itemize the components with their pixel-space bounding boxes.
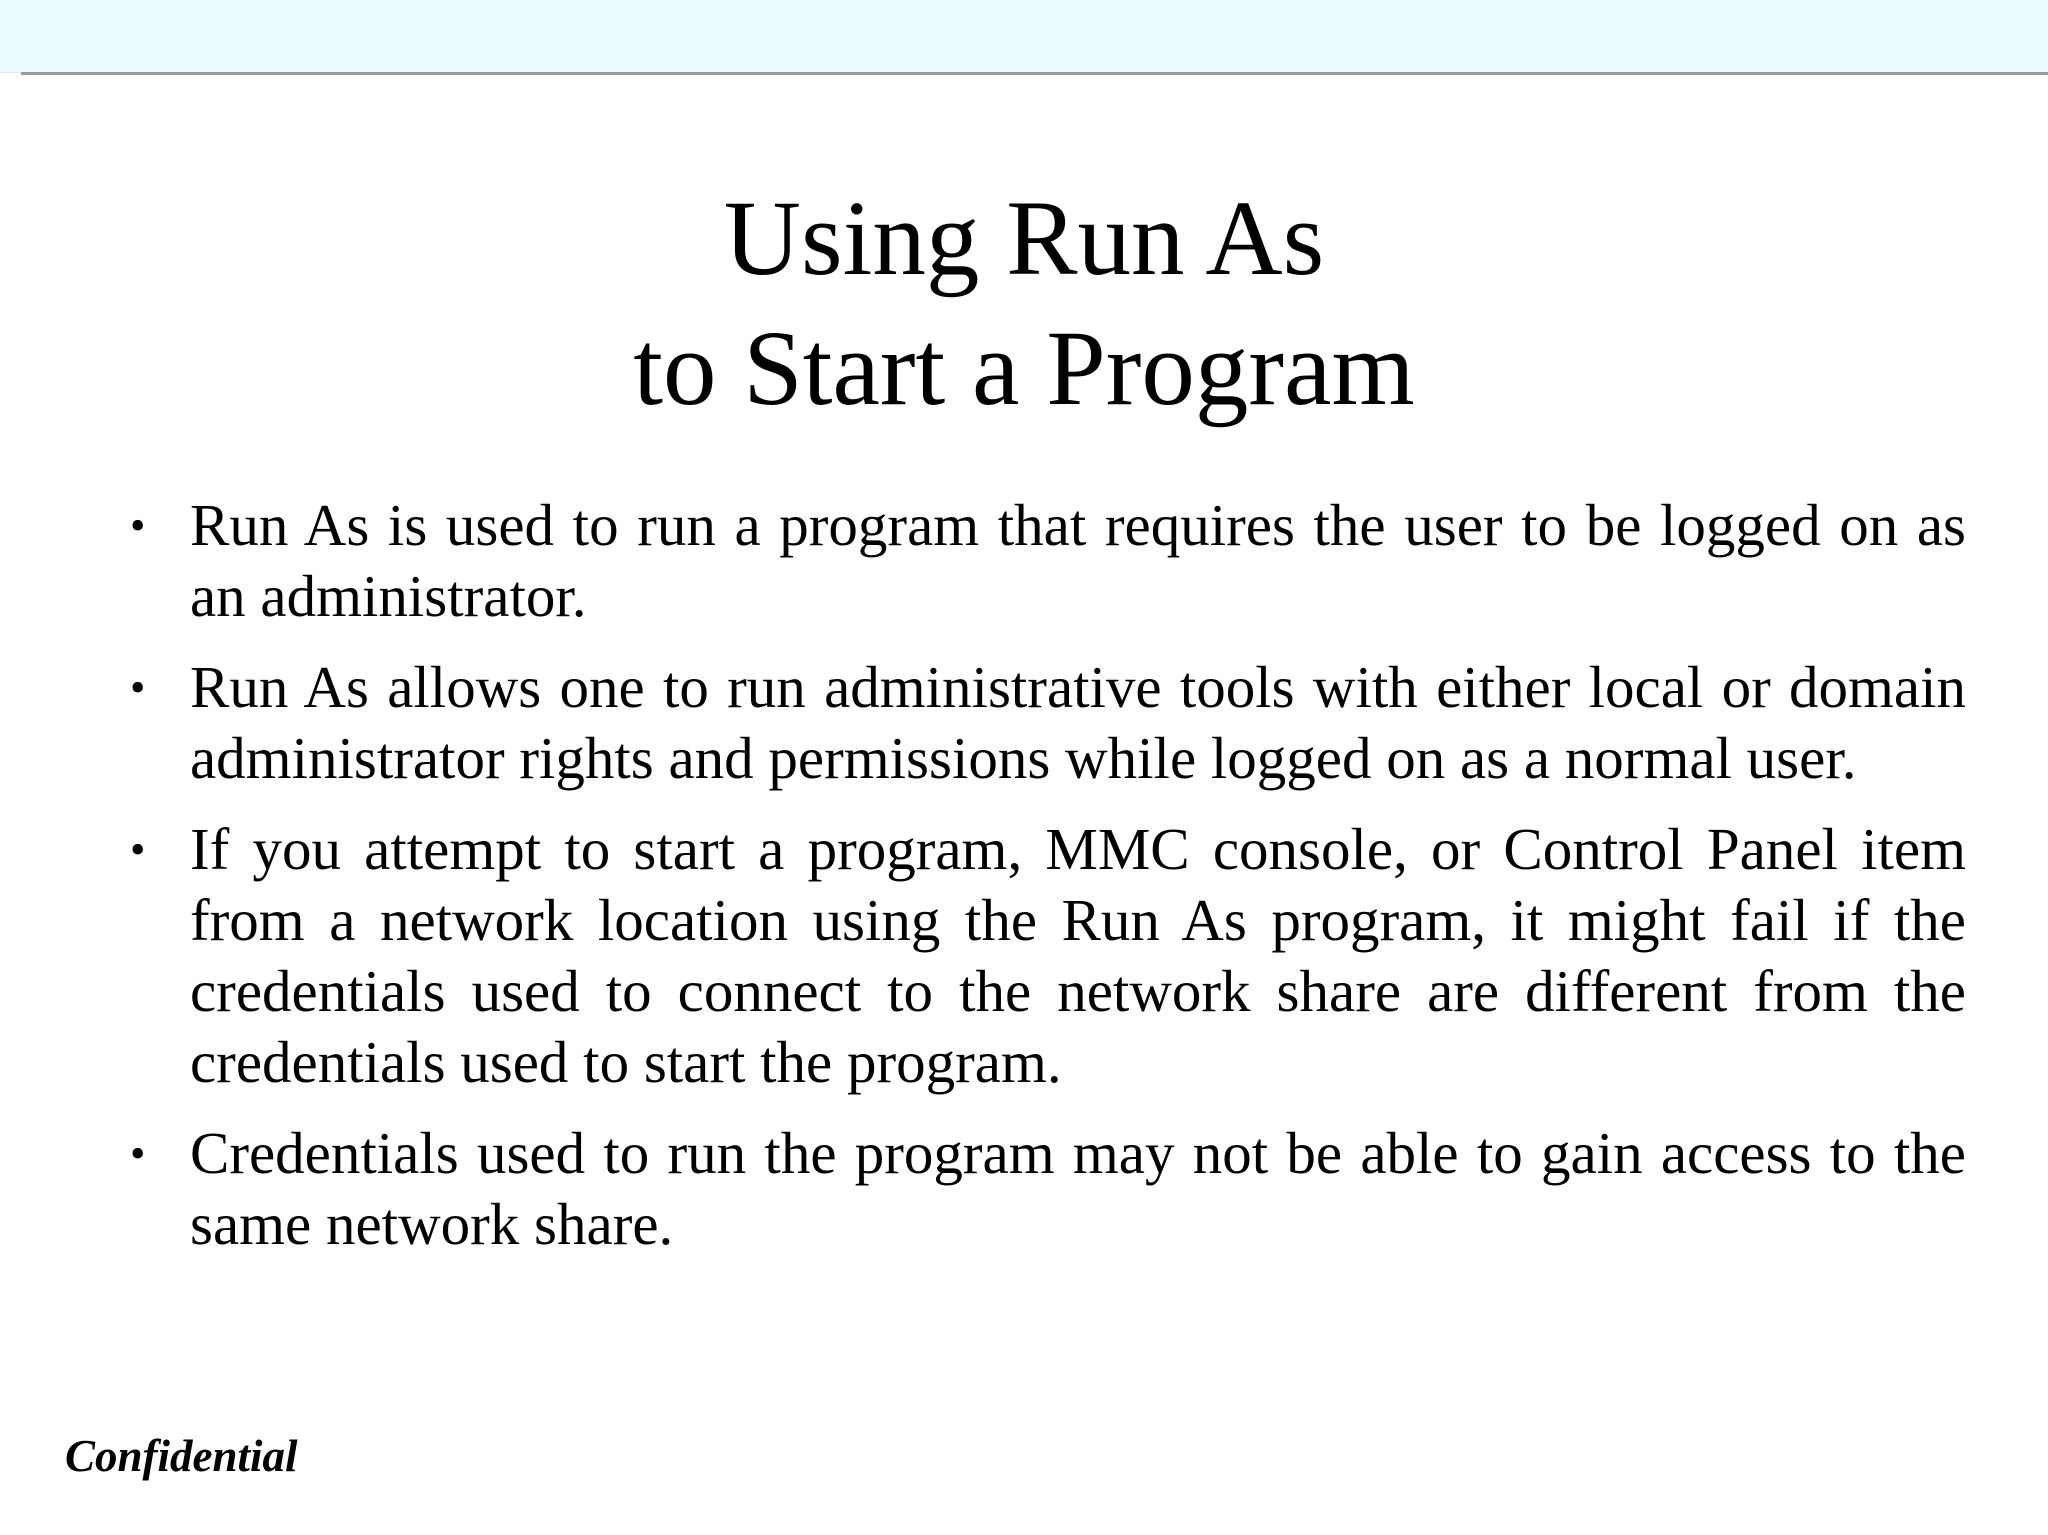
bullet-list: [130, 490, 1966, 1280]
bullet-dot-icon: •: [130, 825, 146, 874]
bullet-text: Run As is used to run a program that requires the user to be logged on as an administrator.: [190, 492, 1966, 629]
bullet-text: Run As allows one to run administrative tools with either local or domain administrator rights and permissions while logged on as a normal user.: [190, 654, 1966, 791]
slide-title-line-2: to Start a Program: [633, 310, 1415, 428]
header-band: [0, 0, 2048, 73]
bullet-text: If you attempt to start a program, MMC console, or Control Panel item from a network location using the Run As program, it might fail if the credentials used to connect to the network share are different from the credentials used to start the program.: [190, 816, 1966, 1095]
bullet-item: [130, 652, 1966, 794]
confidential-footer: Confidential: [65, 1431, 298, 1481]
slide-title-line-1: Using Run As: [723, 180, 1325, 298]
bullet-text: Credentials used to run the program may not be able to gain access to the same network share.: [190, 1120, 1966, 1257]
slide-title: [0, 174, 2048, 434]
bullet-item: [130, 490, 1966, 632]
header-divider: [21, 72, 2048, 75]
bullet-item: [130, 814, 1966, 1098]
bullet-dot-icon: •: [130, 501, 146, 550]
bullet-item: [130, 1118, 1966, 1260]
bullet-dot-icon: •: [130, 1129, 146, 1178]
bullet-dot-icon: •: [130, 663, 146, 712]
